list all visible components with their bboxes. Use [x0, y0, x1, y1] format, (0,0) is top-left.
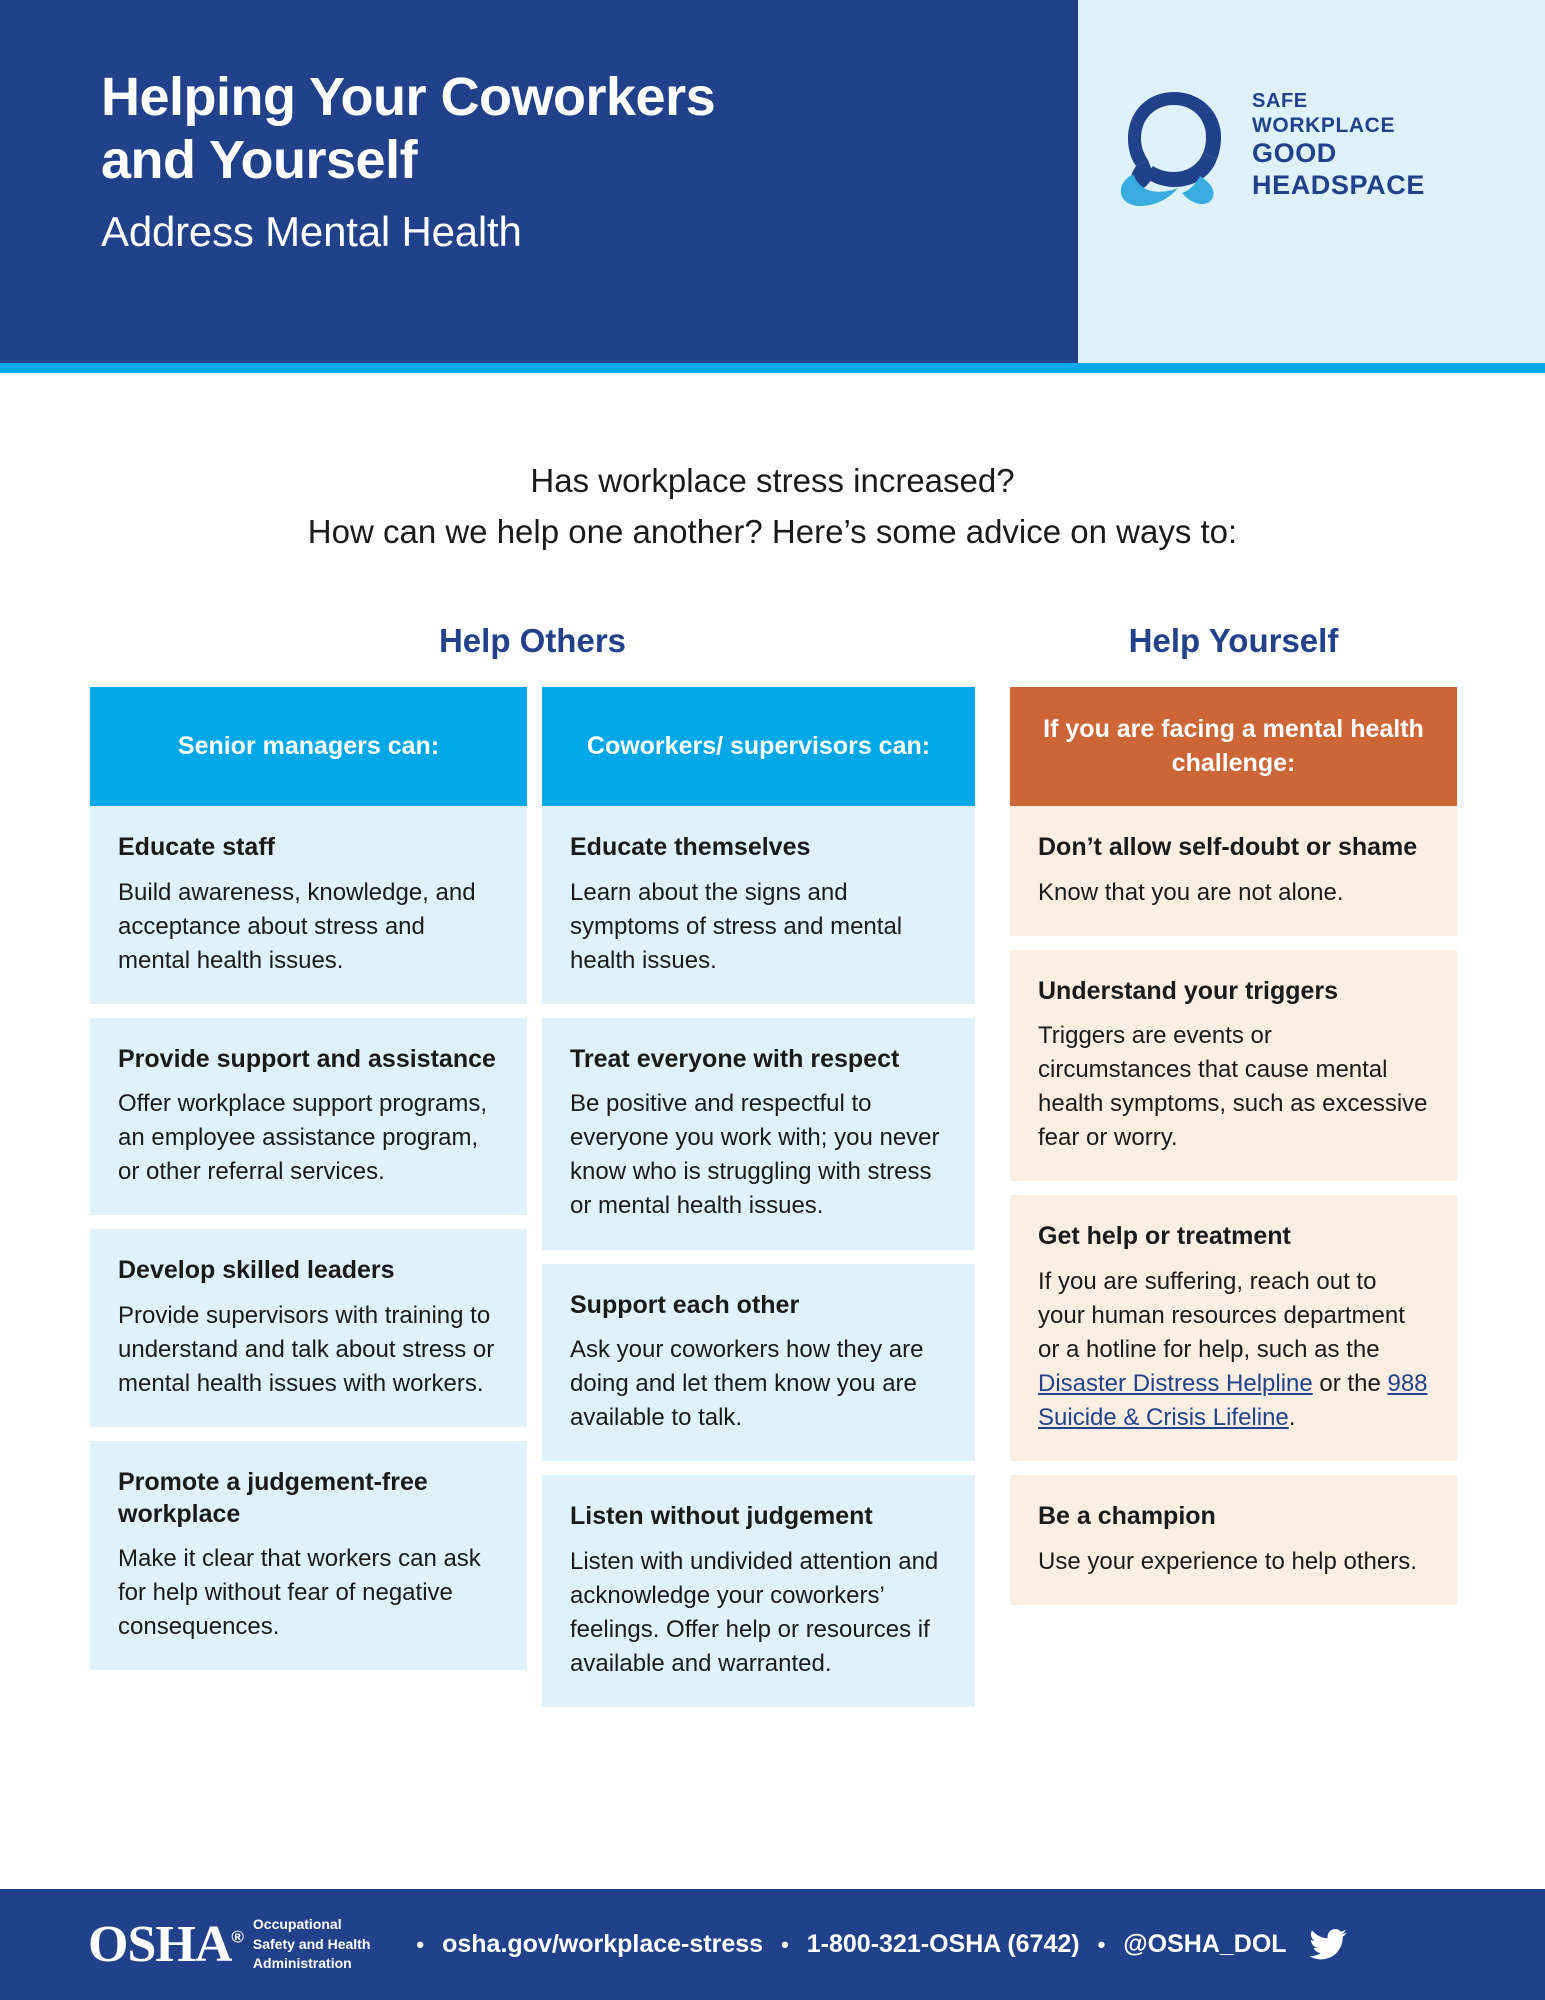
osha-agency-line-1: Occupational — [252, 1915, 342, 1932]
logo-line-good: GOOD — [1252, 138, 1337, 169]
registered-trademark-icon: ® — [231, 1927, 243, 1947]
intro-line-2: How can we help one another? Here’s some advice on ways to: — [307, 513, 1238, 551]
advice-card — [90, 806, 527, 1004]
osha-logo — [88, 1915, 370, 1975]
advice-card-title: Understand your triggers — [1038, 976, 1339, 1005]
advice-card — [90, 1018, 527, 1216]
logo-wordmark — [1252, 90, 1425, 202]
footer-phone: 1-800-321-OSHA (6742) — [806, 1930, 1080, 1958]
advice-card — [542, 1018, 975, 1250]
advice-card — [542, 1475, 975, 1707]
column-header-senior-managers: Senior managers can: — [90, 687, 527, 806]
advice-card — [1010, 1475, 1457, 1605]
disaster-distress-helpline-link[interactable]: Disaster Distress Helpline — [1038, 1370, 1313, 1398]
poster-header — [0, 0, 1545, 363]
bullet-separator-icon: • — [781, 1931, 789, 1957]
osha-wordmark-text: OSHA — [88, 1915, 232, 1973]
advice-card — [90, 1441, 527, 1670]
page-subtitle: Address Mental Health — [101, 208, 522, 256]
column-facing-mental-health-challenge — [1010, 687, 1457, 1619]
column-header-coworkers-supervisors: Coworkers/ supervisors can: — [542, 687, 975, 806]
logo-line-headspace: HEADSPACE — [1252, 170, 1425, 201]
advice-card-title: Educate staff — [118, 833, 275, 861]
header-accent-stripe — [0, 363, 1545, 373]
advice-card-title: Educate themselves — [570, 833, 811, 861]
bullet-separator-icon: • — [416, 1931, 425, 1957]
advice-card — [542, 1264, 975, 1462]
column-header-facing-challenge: If you are facing a mental health challenge: — [1010, 687, 1457, 806]
advice-card-title: Get help or treatment — [1038, 1222, 1291, 1251]
advice-card-title: Develop skilled leaders — [118, 1256, 395, 1285]
intro-text — [0, 455, 1545, 557]
body-text-part-2: or the — [1312, 1370, 1388, 1398]
safe-workplace-logo — [1108, 80, 1425, 212]
advice-card-body: Provide supervisors with training to understand and talk about stress or mental health issues with workers. — [118, 1301, 495, 1398]
advice-card — [542, 806, 975, 1004]
header-logo-panel — [1078, 0, 1545, 363]
column-senior-managers — [90, 687, 527, 1684]
advice-card-title: Don’t allow self-doubt or shame — [1038, 833, 1418, 861]
advice-card-body: Make it clear that workers can ask for help without fear of negative consequences. — [118, 1545, 481, 1641]
advice-card-body: Offer workplace support programs, an employee assistance program, or other referral services. — [118, 1090, 488, 1186]
bullet-separator-icon: • — [1097, 1931, 1106, 1957]
twitter-icon[interactable] — [1309, 1929, 1347, 1960]
advice-card-title: Be a champion — [1038, 1502, 1216, 1531]
logo-line-workplace: WORKPLACE — [1252, 113, 1396, 137]
advice-card-body: Use your experience to help others. — [1038, 1547, 1417, 1575]
osha-agency-line-3: Administration — [252, 1955, 352, 1972]
advice-card-body: Know that you are not alone. — [1038, 878, 1344, 906]
column-coworkers-supervisors — [542, 687, 975, 1721]
section-title-help-yourself: Help Yourself — [1128, 622, 1339, 659]
advice-card-body: Build awareness, knowledge, and acceptance about stress and mental health issues. — [118, 878, 476, 974]
advice-card-title: Promote a judgement-free workplace — [118, 1468, 428, 1528]
advice-card-body: Be positive and respectful to everyone you work with; you never know who is struggling with stress or mental health issues. — [570, 1090, 940, 1220]
page-title-line-2: and Yourself — [101, 130, 418, 191]
advice-card-title: Provide support and assistance — [118, 1044, 496, 1073]
988-suicide-crisis-lifeline-link[interactable]: 988 Suicide & Crisis Lifeline — [1038, 1370, 1428, 1432]
page-title — [101, 66, 1001, 192]
title-block — [101, 66, 1001, 259]
logo-line-safe: SAFE — [1252, 89, 1308, 112]
intro-line-1: Has workplace stress increased? — [530, 462, 1015, 499]
footer-website[interactable]: osha.gov/workplace-stress — [442, 1930, 764, 1958]
advice-card-body: Triggers are events or circumstances that cause mental health symptoms, such as excessive fear or worry. — [1038, 1022, 1428, 1152]
advice-card — [1010, 950, 1457, 1182]
advice-card-body: Learn about the signs and symptoms of stress and mental health issues. — [570, 878, 903, 974]
advice-card — [1010, 1195, 1457, 1461]
section-titles — [0, 622, 1545, 672]
osha-wordmark — [88, 1915, 243, 1973]
footer-contact-items — [416, 1929, 1346, 1960]
osha-agency-name — [253, 1915, 370, 1975]
advice-card-body: Listen with undivided attention and acknowledge your coworkers’ feelings. Offer help or resources if available and warranted. — [570, 1547, 939, 1678]
body-text-part-1: If you are suffering, reach out to your human resources department or a hotline for help, such as the — [1038, 1267, 1405, 1364]
footer-social-handle[interactable]: @OSHA_DOL — [1123, 1930, 1287, 1958]
poster-footer — [0, 1889, 1545, 2000]
page-title-line-1: Helping Your Coworkers — [101, 67, 716, 127]
advice-card-body: Ask your coworkers how they are doing and let them know you are available to talk. — [570, 1336, 924, 1432]
advice-card-body-with-links — [1038, 1265, 1429, 1435]
advice-card — [1010, 806, 1457, 936]
body-text-part-3: . — [1288, 1404, 1296, 1432]
embracing-hands-circle-icon — [1108, 80, 1240, 212]
advice-card — [90, 1229, 527, 1427]
advice-card-title: Treat everyone with respect — [570, 1044, 900, 1073]
header-title-panel — [0, 0, 1078, 363]
advice-card-title: Listen without judgement — [570, 1502, 873, 1531]
section-title-help-others: Help Others — [438, 622, 627, 659]
osha-agency-line-2: Safety and Health — [252, 1935, 371, 1952]
advice-card-title: Support each other — [570, 1290, 800, 1319]
